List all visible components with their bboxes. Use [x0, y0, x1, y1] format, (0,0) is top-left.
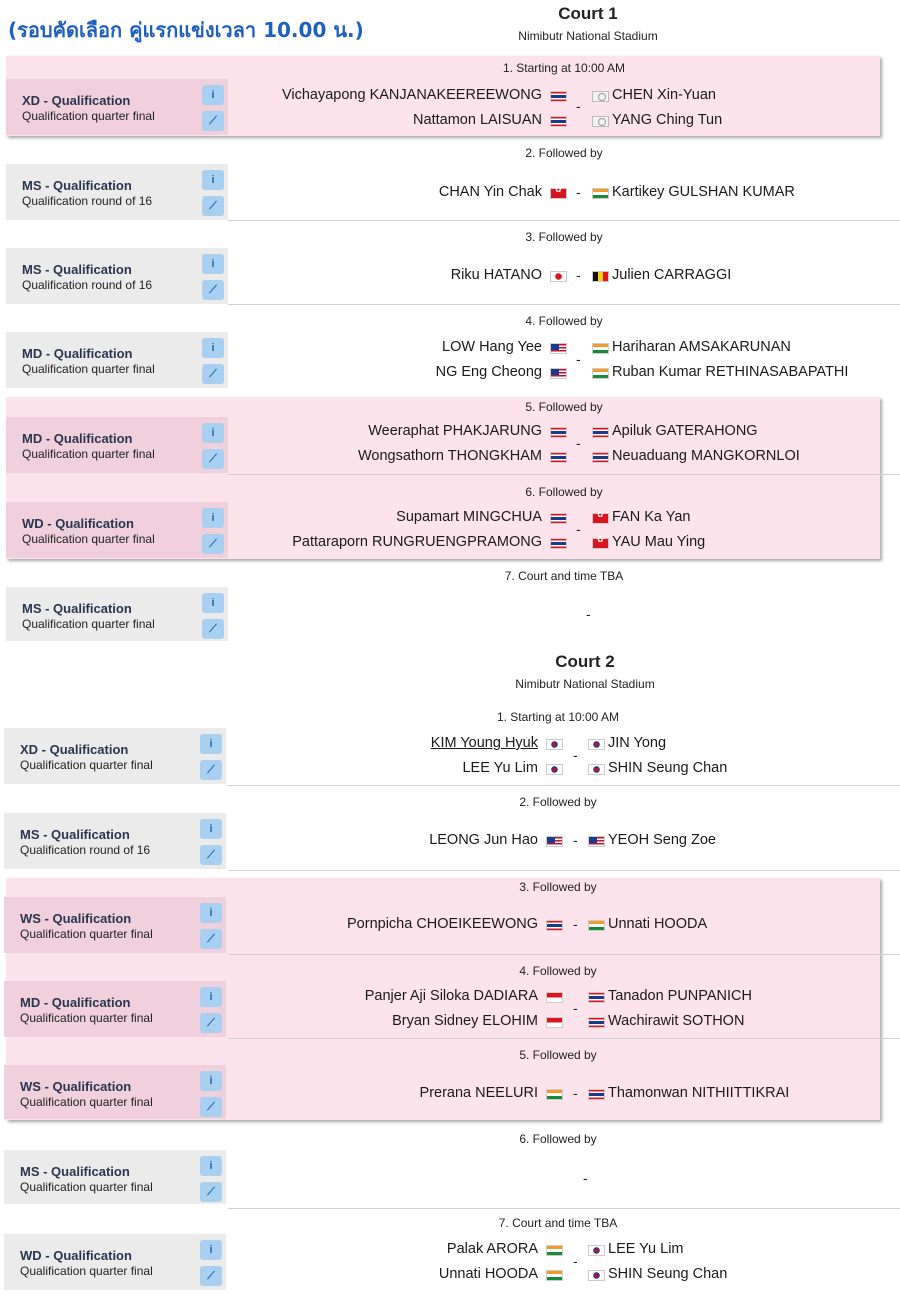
event-name: MS - Qualification — [22, 601, 132, 616]
home-player[interactable]: Supamart MINGCHUA — [396, 509, 542, 525]
player-row — [228, 423, 900, 443]
home-player[interactable]: Vichayapong KANJANAKEEREEWONG — [281, 87, 542, 103]
india-flag-icon — [592, 368, 609, 379]
thailand-flag-icon — [550, 427, 567, 438]
event-round: Qualification quarter final — [20, 1011, 153, 1025]
event-round: Qualification quarter final — [22, 109, 155, 123]
event-box — [4, 897, 226, 953]
divider — [228, 474, 900, 475]
home-player[interactable]: Bryan Sidney ELOHIM — [392, 1013, 538, 1029]
match-time: 7. Court and time TBA — [498, 1216, 618, 1230]
chart-icon[interactable]: ⟋ — [202, 196, 224, 216]
player-row — [224, 988, 896, 1008]
away-player[interactable]: Apiluk GATERAHONG — [612, 423, 758, 439]
hong-kong-flag-icon — [592, 513, 609, 524]
home-player[interactable]: Wongsathorn THONGKHAM — [358, 448, 542, 464]
chart-icon[interactable]: ⟋ — [202, 619, 224, 639]
versus-dash: - — [576, 521, 581, 537]
away-player[interactable]: LEE Yu Lim — [608, 1241, 684, 1257]
thailand-flag-icon — [592, 452, 609, 463]
event-round: Qualification quarter final — [20, 1095, 153, 1109]
player-row — [224, 760, 896, 780]
match-time: 7. Court and time TBA — [504, 569, 624, 583]
tba-dash: - — [583, 1170, 588, 1186]
home-player[interactable]: Panjer Aji Siloka DADIARA — [364, 988, 538, 1004]
away-player[interactable]: Hariharan AMSAKARUNAN — [612, 339, 791, 355]
event-box — [4, 1150, 226, 1204]
versus-dash: - — [573, 916, 578, 932]
korea-flag-icon — [588, 764, 605, 775]
thailand-flag-icon — [592, 427, 609, 438]
event-name: MS - Qualification — [22, 262, 132, 277]
player-row — [224, 832, 896, 852]
chart-icon[interactable]: ⟋ — [200, 1182, 222, 1202]
court-venue: Nimibutr National Stadium — [515, 677, 655, 691]
away-player[interactable]: Thamonwan NITHIITTIKRAI — [608, 1085, 790, 1101]
event-round: Qualification quarter final — [20, 1180, 153, 1194]
event-round: Qualification round of 16 — [22, 194, 153, 208]
away-player[interactable]: Unnati HOODA — [608, 916, 708, 932]
page-note: (รอบคัดเลือก คู่แรกแข่งเวลา 10.00 น.) — [8, 18, 364, 42]
home-player[interactable]: CHAN Yin Chak — [438, 184, 542, 200]
event-box — [6, 248, 228, 304]
event-box — [6, 587, 228, 641]
match-card — [0, 706, 900, 786]
event-name: MD - Qualification — [22, 346, 133, 361]
match-time: 2. Followed by — [525, 146, 603, 160]
match-time: 2. Followed by — [519, 795, 597, 809]
info-icon[interactable]: i — [200, 734, 222, 754]
versus-dash: - — [576, 435, 581, 451]
info-icon[interactable]: i — [200, 1240, 222, 1260]
chart-icon[interactable]: ⟋ — [202, 111, 224, 131]
player-row — [228, 112, 900, 132]
korea-flag-icon — [588, 739, 605, 750]
event-name: XD - Qualification — [22, 93, 131, 108]
info-icon[interactable]: i — [202, 423, 224, 443]
away-player[interactable]: Kartikey GULSHAN KUMAR — [612, 184, 795, 200]
player-row — [228, 267, 900, 287]
versus-dash: - — [576, 267, 581, 283]
event-name: WD - Qualification — [22, 516, 134, 531]
chart-icon[interactable]: ⟋ — [202, 449, 224, 469]
versus-dash: - — [573, 1000, 578, 1016]
event-round: Qualification quarter final — [20, 1264, 153, 1278]
match-card — [0, 141, 900, 221]
home-player[interactable]: Unnati HOODA — [438, 1266, 538, 1282]
court-1-header — [0, 4, 900, 43]
event-round: Qualification quarter final — [22, 362, 155, 376]
event-name: MS - Qualification — [20, 1164, 130, 1179]
info-icon[interactable]: i — [200, 903, 222, 923]
divider — [228, 304, 900, 305]
event-round: Qualification round of 16 — [22, 278, 153, 292]
event-round: Qualification quarter final — [22, 447, 155, 461]
match-card — [0, 791, 900, 871]
thailand-flag-icon — [550, 513, 567, 524]
match-card — [0, 482, 900, 560]
chart-icon[interactable]: ⟋ — [200, 760, 222, 780]
away-player[interactable]: JIN Yong — [608, 735, 667, 751]
chart-icon[interactable]: ⟋ — [200, 1266, 222, 1286]
chart-icon[interactable]: ⟋ — [200, 845, 222, 865]
match-card — [0, 56, 900, 137]
event-round: Qualification quarter final — [22, 532, 155, 546]
match-card — [0, 309, 900, 391]
malaysia-flag-icon — [550, 368, 567, 379]
chart-icon[interactable]: ⟋ — [200, 1013, 222, 1033]
india-flag-icon — [546, 1089, 563, 1100]
india-flag-icon — [592, 188, 609, 199]
versus-dash: - — [576, 98, 581, 114]
match-time: 6. Followed by — [519, 1132, 597, 1146]
court-venue: Nimibutr National Stadium — [518, 29, 658, 43]
player-row — [228, 364, 900, 384]
thailand-flag-icon — [550, 91, 567, 102]
match-time: 4. Followed by — [525, 314, 603, 328]
home-player[interactable]: LOW Hang Yee — [442, 339, 542, 355]
info-icon[interactable]: i — [202, 593, 224, 613]
korea-flag-icon — [588, 1245, 605, 1256]
korea-flag-icon — [546, 764, 563, 775]
away-player[interactable]: CHEN Xin-Yuan — [612, 87, 716, 103]
away-player[interactable]: Wachirawit SOTHON — [608, 1013, 745, 1029]
match-card — [0, 1213, 900, 1293]
event-box — [4, 1065, 226, 1119]
event-name: MD - Qualification — [20, 995, 131, 1010]
match-card — [0, 1044, 900, 1120]
match-card — [0, 1129, 900, 1209]
india-flag-icon — [546, 1245, 563, 1256]
event-round: Qualification quarter final — [22, 617, 155, 631]
player-row — [228, 339, 900, 359]
away-player[interactable]: FAN Ka Yan — [612, 509, 691, 525]
japan-flag-icon — [550, 271, 567, 282]
event-box — [6, 332, 228, 388]
chart-icon[interactable]: ⟋ — [202, 534, 224, 554]
india-flag-icon — [592, 343, 609, 354]
versus-dash: - — [573, 1085, 578, 1101]
player-row — [224, 735, 896, 755]
home-player[interactable]: LEONG Jun Hao — [429, 832, 538, 848]
thailand-flag-icon — [588, 992, 605, 1003]
court-2-header — [0, 652, 900, 691]
court-title: Court 1 — [558, 4, 618, 23]
away-player[interactable]: Tanadon PUNPANICH — [608, 988, 752, 1004]
versus-dash: - — [576, 351, 581, 367]
home-player[interactable]: Riku HATANO — [450, 267, 542, 283]
korea-flag-icon — [588, 1270, 605, 1281]
away-player[interactable]: YEOH Seng Zoe — [608, 832, 716, 848]
info-icon[interactable]: i — [202, 338, 224, 358]
player-row — [224, 916, 896, 936]
home-player-link[interactable]: KIM Young Hyuk — [430, 735, 538, 751]
match-time: 5. Followed by — [519, 1048, 597, 1062]
hong-kong-flag-icon — [550, 188, 567, 199]
chinese-taipei-flag-icon — [592, 116, 609, 127]
match-card — [0, 397, 900, 475]
event-box — [6, 79, 228, 135]
event-round: Qualification quarter final — [20, 758, 153, 772]
match-time: 1. Starting at 10:00 AM — [496, 710, 620, 724]
player-row — [228, 509, 900, 529]
player-row — [228, 448, 900, 468]
match-card — [0, 566, 900, 644]
match-card — [0, 225, 900, 305]
home-player[interactable]: Prerana NEELURI — [419, 1085, 538, 1101]
event-box — [4, 1234, 226, 1290]
away-player[interactable]: YAU Mau Ying — [612, 534, 706, 550]
player-row — [224, 1266, 896, 1286]
home-player[interactable]: Weeraphat PHAKJARUNG — [368, 423, 542, 439]
home-player[interactable]: Palak ARORA — [446, 1241, 538, 1257]
info-icon[interactable]: i — [202, 508, 224, 528]
divider — [228, 1208, 900, 1209]
info-icon[interactable]: i — [200, 819, 222, 839]
event-name: MS - Qualification — [22, 178, 132, 193]
belgium-flag-icon — [592, 271, 609, 282]
malaysia-flag-icon — [546, 836, 563, 847]
player-row — [224, 1241, 896, 1261]
court-title: Court 2 — [555, 652, 615, 671]
versus-dash: - — [573, 1253, 578, 1269]
divider — [228, 954, 900, 955]
player-row — [228, 184, 900, 204]
divider — [228, 1038, 900, 1039]
match-time: 3. Followed by — [519, 880, 597, 894]
info-icon[interactable]: i — [202, 85, 224, 105]
thailand-flag-icon — [546, 920, 563, 931]
chart-icon[interactable]: ⟋ — [202, 364, 224, 384]
divider — [228, 785, 900, 786]
player-row — [228, 87, 900, 107]
match-time: 5. Followed by — [525, 400, 603, 414]
event-box — [4, 981, 226, 1037]
info-icon[interactable]: i — [200, 1156, 222, 1176]
thailand-flag-icon — [588, 1017, 605, 1028]
versus-dash: - — [573, 832, 578, 848]
divider — [228, 870, 900, 871]
player-row — [224, 1013, 896, 1033]
india-flag-icon — [546, 1270, 563, 1281]
chart-icon[interactable]: ⟋ — [200, 1097, 222, 1117]
chart-icon[interactable]: ⟋ — [202, 280, 224, 300]
event-name: WD - Qualification — [20, 1248, 132, 1263]
home-player[interactable]: NG Eng Cheong — [435, 364, 542, 380]
tba-dash: - — [586, 606, 591, 622]
info-icon[interactable]: i — [200, 1071, 222, 1091]
info-icon[interactable]: i — [200, 987, 222, 1007]
away-player[interactable]: Neuaduang MANGKORNLOI — [612, 448, 800, 464]
match-time: 1. Starting at 10:00 AM — [502, 61, 626, 75]
player-row — [228, 534, 900, 554]
match-card — [0, 960, 900, 1039]
chart-icon[interactable]: ⟋ — [200, 929, 222, 949]
player-row — [224, 1085, 896, 1105]
away-player[interactable]: SHIN Seung Chan — [608, 760, 728, 776]
event-name: MD - Qualification — [22, 431, 133, 446]
india-flag-icon — [588, 920, 605, 931]
event-name: WS - Qualification — [20, 1079, 132, 1094]
home-player[interactable]: Nattamon LAISUAN — [413, 112, 542, 128]
home-player[interactable]: Pattaraporn RUNGRUENGPRAMONG — [292, 534, 542, 550]
away-player[interactable]: Julien CARRAGGI — [612, 267, 732, 283]
event-name: XD - Qualification — [20, 742, 129, 757]
versus-dash: - — [573, 747, 578, 763]
match-time: 6. Followed by — [525, 485, 603, 499]
chinese-taipei-flag-icon — [592, 91, 609, 102]
malaysia-flag-icon — [550, 343, 567, 354]
thailand-flag-icon — [550, 538, 567, 549]
korea-flag-icon — [546, 739, 563, 750]
thailand-flag-icon — [550, 116, 567, 127]
home-player[interactable]: Pornpicha CHOEIKEEWONG — [347, 916, 538, 932]
malaysia-flag-icon — [588, 836, 605, 847]
match-card — [0, 876, 900, 955]
event-box — [6, 502, 228, 558]
indonesia-flag-icon — [546, 1017, 563, 1028]
event-box — [6, 164, 228, 220]
match-time: 3. Followed by — [525, 230, 603, 244]
event-box — [4, 728, 226, 784]
hong-kong-flag-icon — [592, 538, 609, 549]
event-round: Qualification round of 16 — [20, 843, 151, 857]
away-player[interactable]: SHIN Seung Chan — [608, 1266, 728, 1282]
event-name: MS - Qualification — [20, 827, 130, 842]
event-round: Qualification quarter final — [20, 927, 153, 941]
event-box — [6, 417, 228, 473]
away-player[interactable]: Ruban Kumar RETHINASABAPATHI — [612, 364, 849, 380]
divider — [228, 220, 900, 221]
event-name: WS - Qualification — [20, 911, 132, 926]
info-icon[interactable]: i — [202, 254, 224, 274]
versus-dash: - — [576, 184, 581, 200]
away-player[interactable]: YANG Ching Tun — [612, 112, 723, 128]
thailand-flag-icon — [550, 452, 567, 463]
indonesia-flag-icon — [546, 992, 563, 1003]
thailand-flag-icon — [588, 1089, 605, 1100]
info-icon[interactable]: i — [202, 170, 224, 190]
match-time: 4. Followed by — [519, 964, 597, 978]
home-player[interactable]: LEE Yu Lim — [462, 760, 538, 776]
event-box — [4, 813, 226, 869]
